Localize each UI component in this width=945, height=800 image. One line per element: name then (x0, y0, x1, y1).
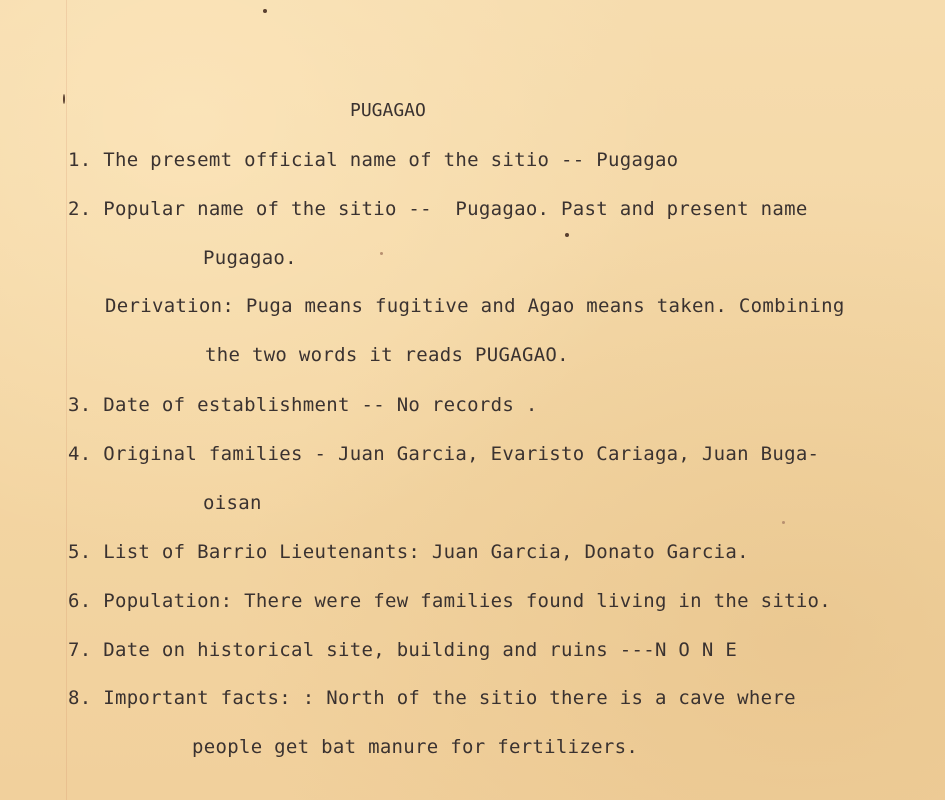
derivation-continuation: the two words it reads PUGAGAO. (205, 344, 569, 366)
item-1: 1. The presemt official name of the sitio -- Pugagao (68, 149, 679, 171)
item-6: 6. Population: There were few families found living in the sitio. (68, 590, 832, 612)
item-7: 7. Date on historical site, building and ruins ---N O N E (68, 639, 738, 661)
ink-speck (63, 94, 65, 104)
page-title: PUGAGAO (350, 100, 426, 121)
derivation-line: Derivation: Puga means fugitive and Agao means taken. Combining (105, 295, 845, 317)
item-5: 5. List of Barrio Lieutenants: Juan Garcia, Donato Garcia. (68, 541, 749, 563)
item-8-continuation: people get bat manure for fertilizers. (192, 736, 639, 758)
item-4: 4. Original families - Juan Garcia, Evaristo Cariaga, Juan Buga- (68, 443, 820, 465)
ink-speck (782, 521, 785, 524)
margin-rule (66, 0, 67, 800)
ink-speck (380, 252, 383, 255)
ink-speck (263, 9, 267, 13)
item-2: 2. Popular name of the sitio -- Pugagao. Past and present name (68, 198, 808, 220)
item-4-continuation: oisan (203, 492, 262, 514)
item-3: 3. Date of establishment -- No records . (68, 394, 538, 416)
item-2-continuation: Pugagao. (203, 247, 297, 269)
item-8: 8. Important facts: : North of the sitio there is a cave where (68, 687, 796, 709)
ink-speck (565, 233, 569, 237)
